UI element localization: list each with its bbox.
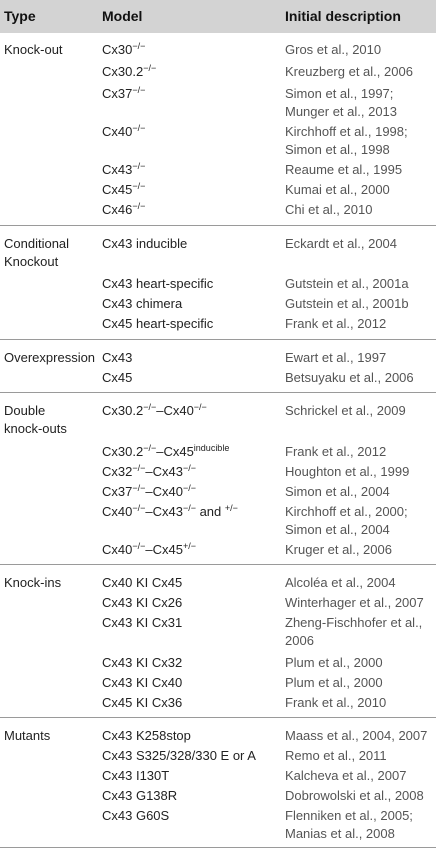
description-cell: Munger et al., 2013 (285, 104, 398, 119)
model-cell: Cx43 inducible (102, 236, 188, 251)
header-description: Initial description (285, 8, 401, 24)
description-cell: Simon et al., 2004 (285, 484, 390, 499)
model-cell: Cx43 KI Cx40 (102, 675, 183, 690)
description-cell: Betsuyaku et al., 2006 (285, 370, 414, 385)
type-cell: Knockout (4, 254, 59, 269)
description-cell: Manias et al., 2008 (285, 826, 395, 841)
model-cell: Cx45 heart-specific (102, 316, 214, 331)
description-cell: Kirchhoff et al., 1998; (285, 124, 408, 139)
model-cell: Cx30.2−/− (102, 63, 157, 79)
description-cell: 2006 (285, 633, 314, 648)
description-cell: Plum et al., 2000 (285, 675, 383, 690)
row-divider (0, 225, 436, 226)
model-cell: Cx43 heart-specific (102, 276, 214, 291)
row-divider (0, 564, 436, 565)
model-cell: Cx43 K258stop (102, 728, 191, 743)
model-cell: Cx37−/−–Cx40−/− (102, 483, 196, 499)
description-cell: Dobrowolski et al., 2008 (285, 788, 424, 803)
description-cell: Kreuzberg et al., 2006 (285, 64, 413, 79)
description-cell: Gros et al., 2010 (285, 42, 382, 57)
description-cell: Eckardt et al., 2004 (285, 236, 398, 251)
type-cell: Mutants (4, 728, 51, 743)
model-cell: Cx46−/− (102, 201, 146, 217)
description-cell: Remo et al., 2011 (285, 748, 387, 763)
header-model: Model (102, 8, 143, 24)
description-cell: Kruger et al., 2006 (285, 542, 392, 557)
description-cell: Alcoléa et al., 2004 (285, 575, 396, 590)
description-cell: Reaume et al., 1995 (285, 162, 403, 177)
model-cell: Cx30.2−/−–Cx40−/− (102, 402, 207, 418)
model-cell: Cx43 I130T (102, 768, 170, 783)
type-cell: knock-outs (4, 421, 67, 436)
model-cell: Cx45 KI Cx36 (102, 695, 183, 710)
description-cell: Kumai et al., 2000 (285, 182, 390, 197)
model-cell: Cx45−/− (102, 181, 146, 197)
description-cell: Simon et al., 2004 (285, 522, 390, 537)
description-cell: Winterhager et al., 2007 (285, 595, 424, 610)
description-cell: Kalcheva et al., 2007 (285, 768, 407, 783)
model-cell: Cx43 G60S (102, 808, 170, 823)
description-cell: Frank et al., 2010 (285, 695, 387, 710)
model-cell: Cx43−/− (102, 161, 146, 177)
type-cell: Overexpression (4, 350, 96, 365)
type-cell: Knock-ins (4, 575, 62, 590)
description-cell: Kirchhoff et al., 2000; (285, 504, 408, 519)
model-cell: Cx43 KI Cx32 (102, 655, 183, 670)
row-divider (0, 717, 436, 718)
description-cell: Gutstein et al., 2001a (285, 276, 409, 291)
description-cell: Frank et al., 2012 (285, 444, 387, 459)
table-header (0, 0, 436, 33)
model-cell: Cx40−/−–Cx43−/− and +/− (102, 503, 238, 519)
model-cell: Cx40−/−–Cx45+/− (102, 541, 196, 557)
description-cell: Flenniken et al., 2005; (285, 808, 413, 823)
description-cell: Houghton et al., 1999 (285, 464, 410, 479)
model-cell: Cx43 KI Cx26 (102, 595, 183, 610)
header-type: Type (4, 8, 36, 24)
model-cell: Cx43 (102, 350, 133, 365)
row-divider (0, 392, 436, 393)
model-cell: Cx43 G138R (102, 788, 178, 803)
description-cell: Ewart et al., 1997 (285, 350, 387, 365)
type-cell: Conditional (4, 236, 70, 251)
description-cell: Simon et al., 1998 (285, 142, 390, 157)
model-cell: Cx40−/− (102, 123, 146, 139)
model-cell: Cx43 KI Cx31 (102, 615, 183, 630)
description-cell: Gutstein et al., 2001b (285, 296, 409, 311)
row-divider (0, 847, 436, 848)
model-cell: Cx32−/−–Cx43−/− (102, 463, 196, 479)
model-cell: Cx40 KI Cx45 (102, 575, 183, 590)
model-cell: Cx30−/− (102, 41, 146, 57)
type-cell: Double (4, 403, 46, 418)
model-cell: Cx45 (102, 370, 133, 385)
description-cell: Zheng-Fischhofer et al., (285, 615, 423, 630)
model-cell: Cx43 S325/328/330 E or A (102, 748, 256, 763)
description-cell: Frank et al., 2012 (285, 316, 387, 331)
row-divider (0, 339, 436, 340)
type-cell: Knock-out (4, 42, 63, 57)
model-cell: Cx37−/− (102, 85, 146, 101)
description-cell: Chi et al., 2010 (285, 202, 373, 217)
model-cell: $Cx30.2^{-/-}-Cx45^{inducible}$ (102, 443, 230, 459)
model-cell: Cx43 chimera (102, 296, 183, 311)
description-cell: Maass et al., 2004, 2007 (285, 728, 428, 743)
description-cell: Plum et al., 2000 (285, 655, 383, 670)
description-cell: Schrickel et al., 2009 (285, 403, 406, 418)
description-cell: Simon et al., 1997; (285, 86, 394, 101)
